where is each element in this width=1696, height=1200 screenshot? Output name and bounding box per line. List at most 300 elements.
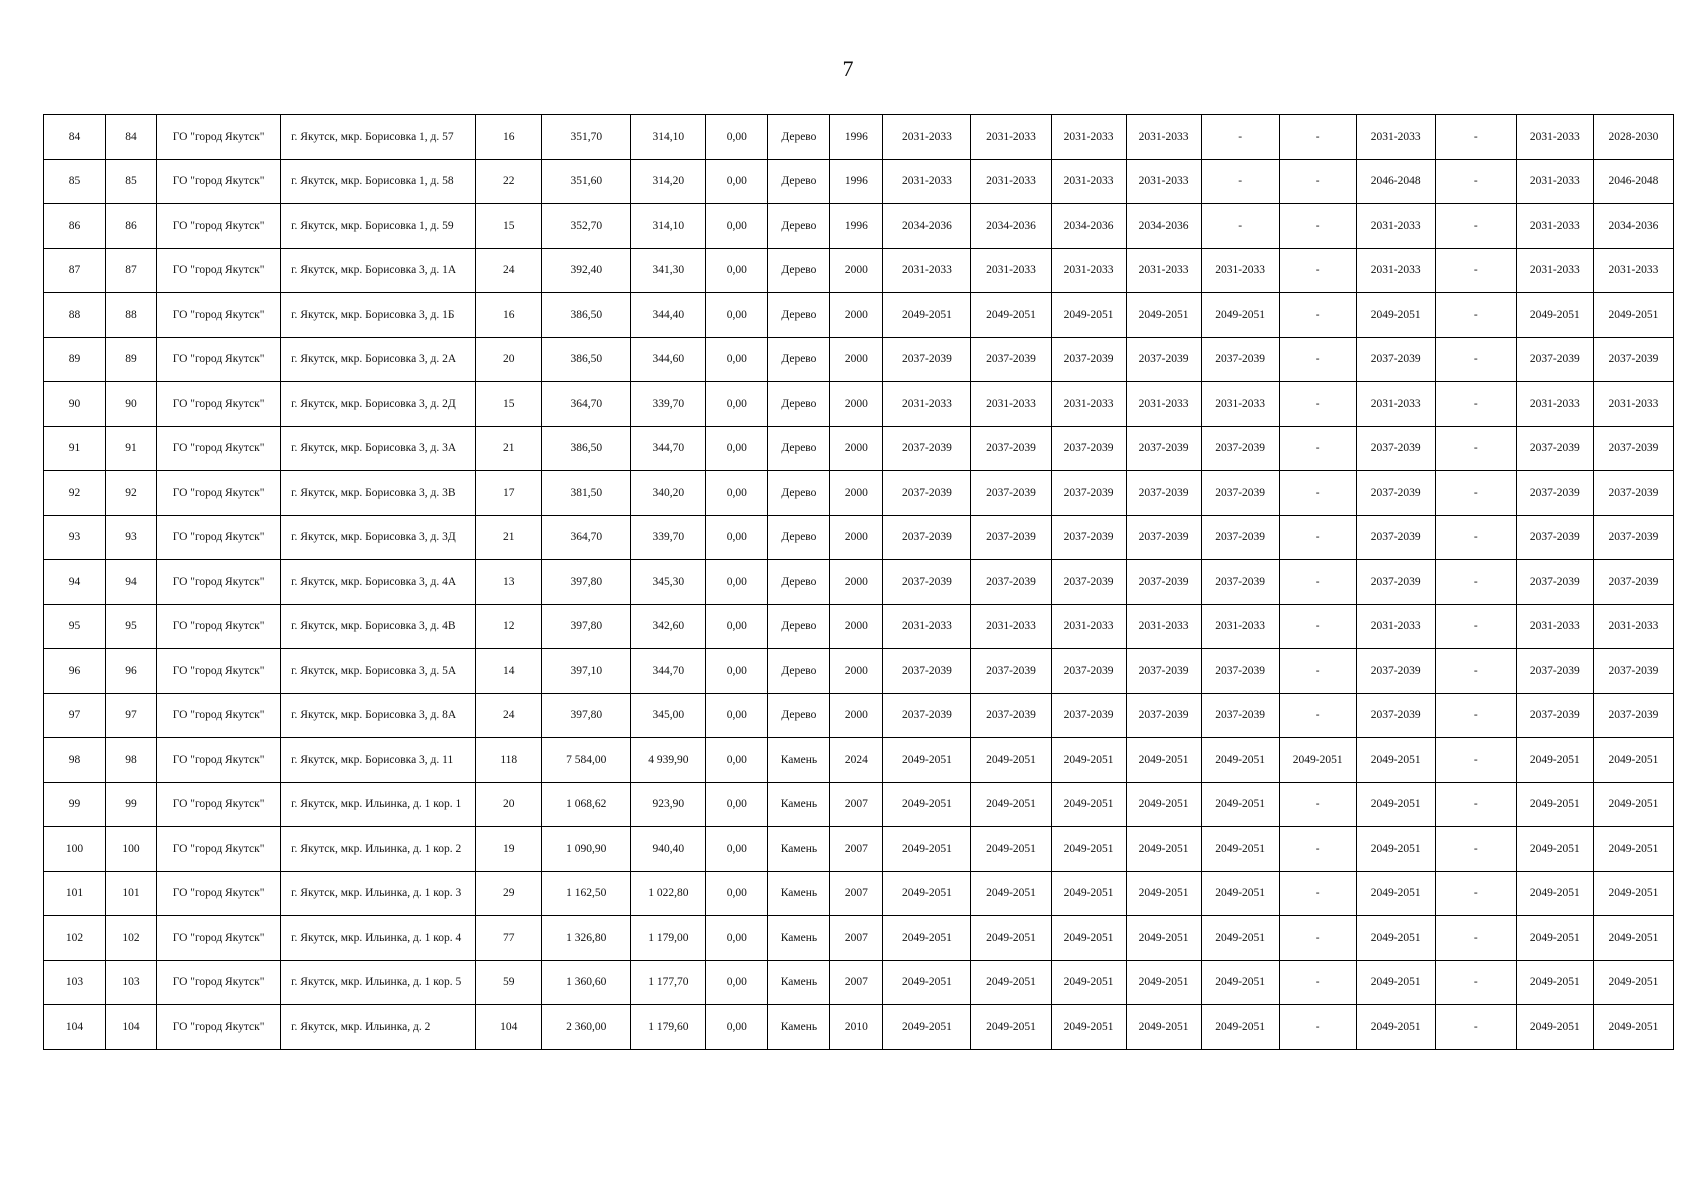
address-cell: г. Якутск, мкр. Ильинка, д. 1 кор. 5 (281, 960, 476, 1005)
table-cell: 0,00 (706, 471, 768, 516)
table-cell: 20 (476, 782, 542, 827)
table-cell: ГО "город Якутск" (157, 293, 281, 338)
table-cell: 2049-2051 (1356, 916, 1435, 961)
table-cell: 101 (106, 871, 157, 916)
table-cell: 2031-2033 (971, 382, 1051, 427)
table-cell: ГО "город Якутск" (157, 159, 281, 204)
table-cell: 392,40 (542, 248, 631, 293)
table-cell: 0,00 (706, 293, 768, 338)
table-cell: 90 (106, 382, 157, 427)
table-cell: Дерево (768, 159, 830, 204)
table-cell: - (1435, 916, 1516, 961)
table-row (44, 426, 1674, 471)
table-cell: - (1435, 827, 1516, 872)
table-cell: 90 (44, 382, 106, 427)
table-cell: 91 (106, 426, 157, 471)
table-cell: 2037-2039 (1593, 426, 1673, 471)
address-cell: г. Якутск, мкр. Борисовка 3, д. 11 (281, 738, 476, 783)
table-cell: 2031-2033 (1356, 382, 1435, 427)
table-cell: 2037-2039 (1051, 515, 1126, 560)
table-cell: 2024 (830, 738, 883, 783)
table-cell: 2031-2033 (1051, 159, 1126, 204)
table-cell: 0,00 (706, 159, 768, 204)
table-cell: - (1435, 738, 1516, 783)
table-cell: 14 (476, 649, 542, 694)
table-cell: 2049-2051 (1201, 293, 1279, 338)
table-cell: 2049-2051 (1593, 960, 1673, 1005)
table-cell: 2037-2039 (1201, 471, 1279, 516)
table-cell: 2049-2051 (1356, 782, 1435, 827)
table-cell: 104 (44, 1005, 106, 1050)
address-cell: г. Якутск, мкр. Борисовка 3, д. 4В (281, 604, 476, 649)
table-cell: 21 (476, 515, 542, 560)
table-cell: 2037-2039 (883, 337, 971, 382)
table-cell: 2037-2039 (1051, 560, 1126, 605)
table-cell: 102 (106, 916, 157, 961)
table-cell: 2031-2033 (1126, 604, 1201, 649)
table-cell: - (1279, 916, 1356, 961)
table-cell: 2049-2051 (1356, 871, 1435, 916)
table-cell: 2049-2051 (1201, 960, 1279, 1005)
table-row (44, 204, 1674, 249)
table-cell: 2037-2039 (1201, 426, 1279, 471)
table-cell: 2037-2039 (1516, 693, 1593, 738)
table-row (44, 248, 1674, 293)
table-cell: 15 (476, 204, 542, 249)
table-cell: 2049-2051 (1051, 871, 1126, 916)
table-cell: 2037-2039 (1051, 693, 1126, 738)
table-row (44, 1005, 1674, 1050)
table-cell: Камень (768, 960, 830, 1005)
address-cell: г. Якутск, мкр. Ильинка, д. 1 кор. 1 (281, 782, 476, 827)
table-cell: 2007 (830, 871, 883, 916)
table-cell: 17 (476, 471, 542, 516)
table-cell: - (1435, 960, 1516, 1005)
table-cell: 118 (476, 738, 542, 783)
table-cell: 91 (44, 426, 106, 471)
table-cell: 2000 (830, 293, 883, 338)
table-cell: 85 (106, 159, 157, 204)
table-cell: - (1435, 115, 1516, 160)
table-cell: 2000 (830, 426, 883, 471)
table-cell: 2049-2051 (883, 1005, 971, 1050)
table-cell: ГО "город Якутск" (157, 1005, 281, 1050)
table-cell: Дерево (768, 693, 830, 738)
table-cell: 2037-2039 (1201, 515, 1279, 560)
table-cell: 0,00 (706, 693, 768, 738)
table-cell: 2037-2039 (1593, 693, 1673, 738)
table-cell: 0,00 (706, 426, 768, 471)
table-cell: 2049-2051 (1126, 738, 1201, 783)
table-cell: 2037-2039 (1593, 649, 1673, 694)
table-cell: 2037-2039 (1516, 649, 1593, 694)
table-cell: 2000 (830, 515, 883, 560)
table-cell: 2031-2033 (1516, 382, 1593, 427)
table-cell: 16 (476, 293, 542, 338)
table-cell: 2049-2051 (1516, 738, 1593, 783)
table-cell: 21 (476, 426, 542, 471)
table-cell: - (1435, 159, 1516, 204)
table-cell: 2007 (830, 916, 883, 961)
table-cell: 2049-2051 (883, 827, 971, 872)
table-cell: 2031-2033 (1356, 204, 1435, 249)
table-cell: 351,70 (542, 115, 631, 160)
table-cell: 2031-2033 (971, 115, 1051, 160)
table-cell: 2031-2033 (1593, 382, 1673, 427)
table-cell: 2000 (830, 248, 883, 293)
table-cell: 2037-2039 (883, 426, 971, 471)
table-cell: ГО "город Якутск" (157, 871, 281, 916)
table-cell: 2037-2039 (1126, 471, 1201, 516)
address-cell: г. Якутск, мкр. Борисовка 3, д. 1Б (281, 293, 476, 338)
table-cell: ГО "город Якутск" (157, 337, 281, 382)
table-cell: 2000 (830, 471, 883, 516)
table-cell: 2049-2051 (1201, 782, 1279, 827)
table-cell: 2037-2039 (1126, 649, 1201, 694)
table-cell: - (1435, 293, 1516, 338)
table-cell: 2049-2051 (1126, 871, 1201, 916)
table-cell: - (1279, 1005, 1356, 1050)
table-row (44, 649, 1674, 694)
table-cell: 2031-2033 (1051, 248, 1126, 293)
table-cell: 2037-2039 (1593, 471, 1673, 516)
table-cell: 2000 (830, 693, 883, 738)
table-cell: - (1435, 471, 1516, 516)
table-cell: - (1279, 337, 1356, 382)
table-cell: 2049-2051 (1279, 738, 1356, 783)
table-cell: 2037-2039 (1356, 471, 1435, 516)
table-cell: - (1279, 693, 1356, 738)
table-cell: 24 (476, 693, 542, 738)
table-cell: 93 (44, 515, 106, 560)
table-cell: 89 (106, 337, 157, 382)
table-cell: 314,10 (631, 115, 706, 160)
table-cell: 92 (106, 471, 157, 516)
table-cell: 93 (106, 515, 157, 560)
table-cell: - (1279, 827, 1356, 872)
table-cell: 4 939,90 (631, 738, 706, 783)
table-cell: 342,60 (631, 604, 706, 649)
table-cell: 2049-2051 (1516, 782, 1593, 827)
table-cell: 2049-2051 (1356, 1005, 1435, 1050)
table-cell: 2049-2051 (1051, 1005, 1126, 1050)
table-cell: 381,50 (542, 471, 631, 516)
table-cell: 2037-2039 (1356, 337, 1435, 382)
table-cell: 2037-2039 (883, 560, 971, 605)
table-cell: 2049-2051 (1356, 738, 1435, 783)
table-cell: 0,00 (706, 515, 768, 560)
table-cell: ГО "город Якутск" (157, 649, 281, 694)
address-cell: г. Якутск, мкр. Борисовка 3, д. 4А (281, 560, 476, 605)
table-cell: 2049-2051 (1516, 827, 1593, 872)
table-cell: 2049-2051 (1516, 1005, 1593, 1050)
table-cell: 2000 (830, 560, 883, 605)
table-cell: Дерево (768, 248, 830, 293)
table-cell: ГО "город Якутск" (157, 560, 281, 605)
table-cell: 1996 (830, 115, 883, 160)
table-cell: 2037-2039 (1201, 560, 1279, 605)
table-cell: 923,90 (631, 782, 706, 827)
table-row (44, 604, 1674, 649)
table-cell: 2049-2051 (971, 782, 1051, 827)
table-cell: 2037-2039 (1516, 337, 1593, 382)
table-cell: 2037-2039 (883, 693, 971, 738)
table-cell: 59 (476, 960, 542, 1005)
table-cell: 339,70 (631, 382, 706, 427)
table-cell: 2049-2051 (1201, 827, 1279, 872)
table-cell: 2007 (830, 960, 883, 1005)
table-cell: 104 (476, 1005, 542, 1050)
table-cell: Дерево (768, 604, 830, 649)
table-cell: 0,00 (706, 1005, 768, 1050)
table-cell: 0,00 (706, 738, 768, 783)
table-cell: 2037-2039 (1126, 337, 1201, 382)
table-row (44, 827, 1674, 872)
table-cell: 2 360,00 (542, 1005, 631, 1050)
table-cell: 88 (106, 293, 157, 338)
table-cell: Камень (768, 1005, 830, 1050)
table-cell: 397,80 (542, 560, 631, 605)
table-row (44, 560, 1674, 605)
table-cell: ГО "город Якутск" (157, 471, 281, 516)
table-cell: 397,80 (542, 693, 631, 738)
table-cell: 89 (44, 337, 106, 382)
table-cell: - (1435, 248, 1516, 293)
table-cell: 2049-2051 (1356, 293, 1435, 338)
table-cell: 2037-2039 (971, 426, 1051, 471)
table-cell: 101 (44, 871, 106, 916)
table-cell: 1 068,62 (542, 782, 631, 827)
table-cell: - (1435, 871, 1516, 916)
table-cell: 2049-2051 (971, 960, 1051, 1005)
table-cell: ГО "город Якутск" (157, 515, 281, 560)
table-cell: 2037-2039 (1051, 471, 1126, 516)
table-cell: Камень (768, 827, 830, 872)
table-cell: 2049-2051 (1126, 960, 1201, 1005)
table-cell: Камень (768, 871, 830, 916)
table-cell: Камень (768, 916, 830, 961)
table-cell: ГО "город Якутск" (157, 738, 281, 783)
table-cell: 2037-2039 (1051, 649, 1126, 694)
table-cell: 2031-2033 (1516, 159, 1593, 204)
table-cell: 2031-2033 (1356, 248, 1435, 293)
table-cell: 2049-2051 (1126, 293, 1201, 338)
table-cell: 0,00 (706, 871, 768, 916)
table-cell: 22 (476, 159, 542, 204)
table-cell: 2000 (830, 604, 883, 649)
table-cell: 7 584,00 (542, 738, 631, 783)
table-row (44, 159, 1674, 204)
table-cell: 2049-2051 (971, 916, 1051, 961)
table-cell: 2037-2039 (1126, 693, 1201, 738)
table-row (44, 960, 1674, 1005)
table-cell: 97 (106, 693, 157, 738)
table-row (44, 871, 1674, 916)
table-cell: 344,60 (631, 337, 706, 382)
table-cell: 85 (44, 159, 106, 204)
table-cell: 0,00 (706, 960, 768, 1005)
table-cell: 2037-2039 (1356, 515, 1435, 560)
table-cell: 2031-2033 (971, 159, 1051, 204)
table-row (44, 693, 1674, 738)
table-row (44, 782, 1674, 827)
table-cell: 2049-2051 (1201, 1005, 1279, 1050)
table-cell: 2049-2051 (1051, 738, 1126, 783)
table-cell: 344,70 (631, 426, 706, 471)
table-cell: 103 (106, 960, 157, 1005)
table-cell: 94 (106, 560, 157, 605)
address-cell: г. Якутск, мкр. Борисовка 1, д. 59 (281, 204, 476, 249)
table-cell: ГО "город Якутск" (157, 827, 281, 872)
table-row (44, 382, 1674, 427)
table-cell: Дерево (768, 426, 830, 471)
table-cell: 340,20 (631, 471, 706, 516)
table-cell: 2031-2033 (883, 604, 971, 649)
table-cell: - (1279, 471, 1356, 516)
address-cell: г. Якутск, мкр. Борисовка 3, д. 2Д (281, 382, 476, 427)
table-cell: 2037-2039 (1051, 337, 1126, 382)
table-cell: ГО "город Якутск" (157, 248, 281, 293)
table-cell: 1 162,50 (542, 871, 631, 916)
table-cell: - (1279, 248, 1356, 293)
table-cell: 2031-2033 (1126, 248, 1201, 293)
table-cell: 2010 (830, 1005, 883, 1050)
table-cell: ГО "город Якутск" (157, 426, 281, 471)
table-cell: 2037-2039 (971, 693, 1051, 738)
table-cell: 2037-2039 (883, 471, 971, 516)
table-cell: 0,00 (706, 248, 768, 293)
page-number: 7 (842, 56, 854, 81)
table-cell: 94 (44, 560, 106, 605)
table-cell: 2049-2051 (1051, 827, 1126, 872)
address-cell: г. Якутск, мкр. Ильинка, д. 2 (281, 1005, 476, 1050)
table-cell: ГО "город Якутск" (157, 916, 281, 961)
table-cell: 2049-2051 (1516, 916, 1593, 961)
table-cell: 2049-2051 (1593, 871, 1673, 916)
table-cell: 103 (44, 960, 106, 1005)
table-cell: 940,40 (631, 827, 706, 872)
table-cell: 2037-2039 (1516, 471, 1593, 516)
table-cell: - (1435, 204, 1516, 249)
table-body (44, 115, 1674, 1050)
table-cell: 386,50 (542, 426, 631, 471)
address-cell: г. Якутск, мкр. Борисовка 1, д. 58 (281, 159, 476, 204)
table-cell: 351,60 (542, 159, 631, 204)
table-cell: - (1435, 782, 1516, 827)
table-cell: 2031-2033 (1516, 115, 1593, 160)
table-cell: 95 (44, 604, 106, 649)
table-cell: 88 (44, 293, 106, 338)
housing-registry-table (43, 114, 1674, 1050)
table-cell: - (1279, 426, 1356, 471)
table-cell: 2049-2051 (1126, 827, 1201, 872)
table-cell: - (1279, 382, 1356, 427)
table-cell: 1996 (830, 204, 883, 249)
table-cell: 2046-2048 (1593, 159, 1673, 204)
table-cell: 2049-2051 (883, 293, 971, 338)
table-cell: - (1201, 204, 1279, 249)
table-cell: 2031-2033 (1051, 604, 1126, 649)
table-cell: 92 (44, 471, 106, 516)
table-cell: 339,70 (631, 515, 706, 560)
table-cell: 2049-2051 (971, 827, 1051, 872)
table-cell: 2031-2033 (1126, 115, 1201, 160)
table-cell: 1996 (830, 159, 883, 204)
table-cell: 2049-2051 (1356, 827, 1435, 872)
table-cell: 341,30 (631, 248, 706, 293)
table-cell: 2031-2033 (1201, 382, 1279, 427)
address-cell: г. Якутск, мкр. Ильинка, д. 1 кор. 2 (281, 827, 476, 872)
table-cell: 2007 (830, 827, 883, 872)
table-cell: 2049-2051 (883, 960, 971, 1005)
table-cell: 2049-2051 (1516, 960, 1593, 1005)
address-cell: г. Якутск, мкр. Борисовка 1, д. 57 (281, 115, 476, 160)
table-cell: 2031-2033 (1516, 604, 1593, 649)
table-cell: 2031-2033 (883, 159, 971, 204)
table-cell: 2000 (830, 649, 883, 694)
table-cell: Камень (768, 738, 830, 783)
table-cell: 2037-2039 (971, 515, 1051, 560)
table-cell: ГО "город Якутск" (157, 204, 281, 249)
table-cell: 96 (106, 649, 157, 694)
table-row (44, 916, 1674, 961)
table-cell: - (1435, 337, 1516, 382)
table-cell: 2037-2039 (971, 649, 1051, 694)
table-cell: 2031-2033 (1593, 604, 1673, 649)
table-cell: 0,00 (706, 337, 768, 382)
table-cell: - (1435, 382, 1516, 427)
table-cell: 2049-2051 (1051, 782, 1126, 827)
table-cell: 0,00 (706, 115, 768, 160)
table-cell: - (1279, 960, 1356, 1005)
table-cell: ГО "город Якутск" (157, 115, 281, 160)
table-cell: Дерево (768, 204, 830, 249)
table-cell: 2037-2039 (1126, 426, 1201, 471)
table-cell: 2037-2039 (1051, 426, 1126, 471)
table-cell: 2049-2051 (971, 1005, 1051, 1050)
table-cell: 102 (44, 916, 106, 961)
table-row (44, 738, 1674, 783)
table-cell: 386,50 (542, 337, 631, 382)
table-cell: 2031-2033 (1516, 204, 1593, 249)
table-cell: 1 022,80 (631, 871, 706, 916)
table-row (44, 115, 1674, 160)
table-cell: ГО "город Якутск" (157, 782, 281, 827)
table-cell: 397,10 (542, 649, 631, 694)
table-cell: - (1279, 159, 1356, 204)
table-cell: 2049-2051 (1126, 916, 1201, 961)
table-cell: 344,70 (631, 649, 706, 694)
table-cell: 2049-2051 (883, 916, 971, 961)
table-cell: 100 (44, 827, 106, 872)
address-cell: г. Якутск, мкр. Борисовка 3, д. 2А (281, 337, 476, 382)
table-cell: 98 (106, 738, 157, 783)
table-cell: 29 (476, 871, 542, 916)
table-cell: 0,00 (706, 604, 768, 649)
table-cell: 397,80 (542, 604, 631, 649)
table-cell: 2000 (830, 337, 883, 382)
table-cell: 2046-2048 (1356, 159, 1435, 204)
table-cell: 2049-2051 (1126, 782, 1201, 827)
table-cell: 2049-2051 (1593, 827, 1673, 872)
table-cell: 2037-2039 (1593, 515, 1673, 560)
table-cell: - (1435, 560, 1516, 605)
table-cell: 0,00 (706, 560, 768, 605)
table-cell: 2037-2039 (1356, 649, 1435, 694)
table-cell: 2049-2051 (1051, 293, 1126, 338)
table-cell: 2049-2051 (1593, 738, 1673, 783)
address-cell: г. Якутск, мкр. Борисовка 3, д. 3Д (281, 515, 476, 560)
